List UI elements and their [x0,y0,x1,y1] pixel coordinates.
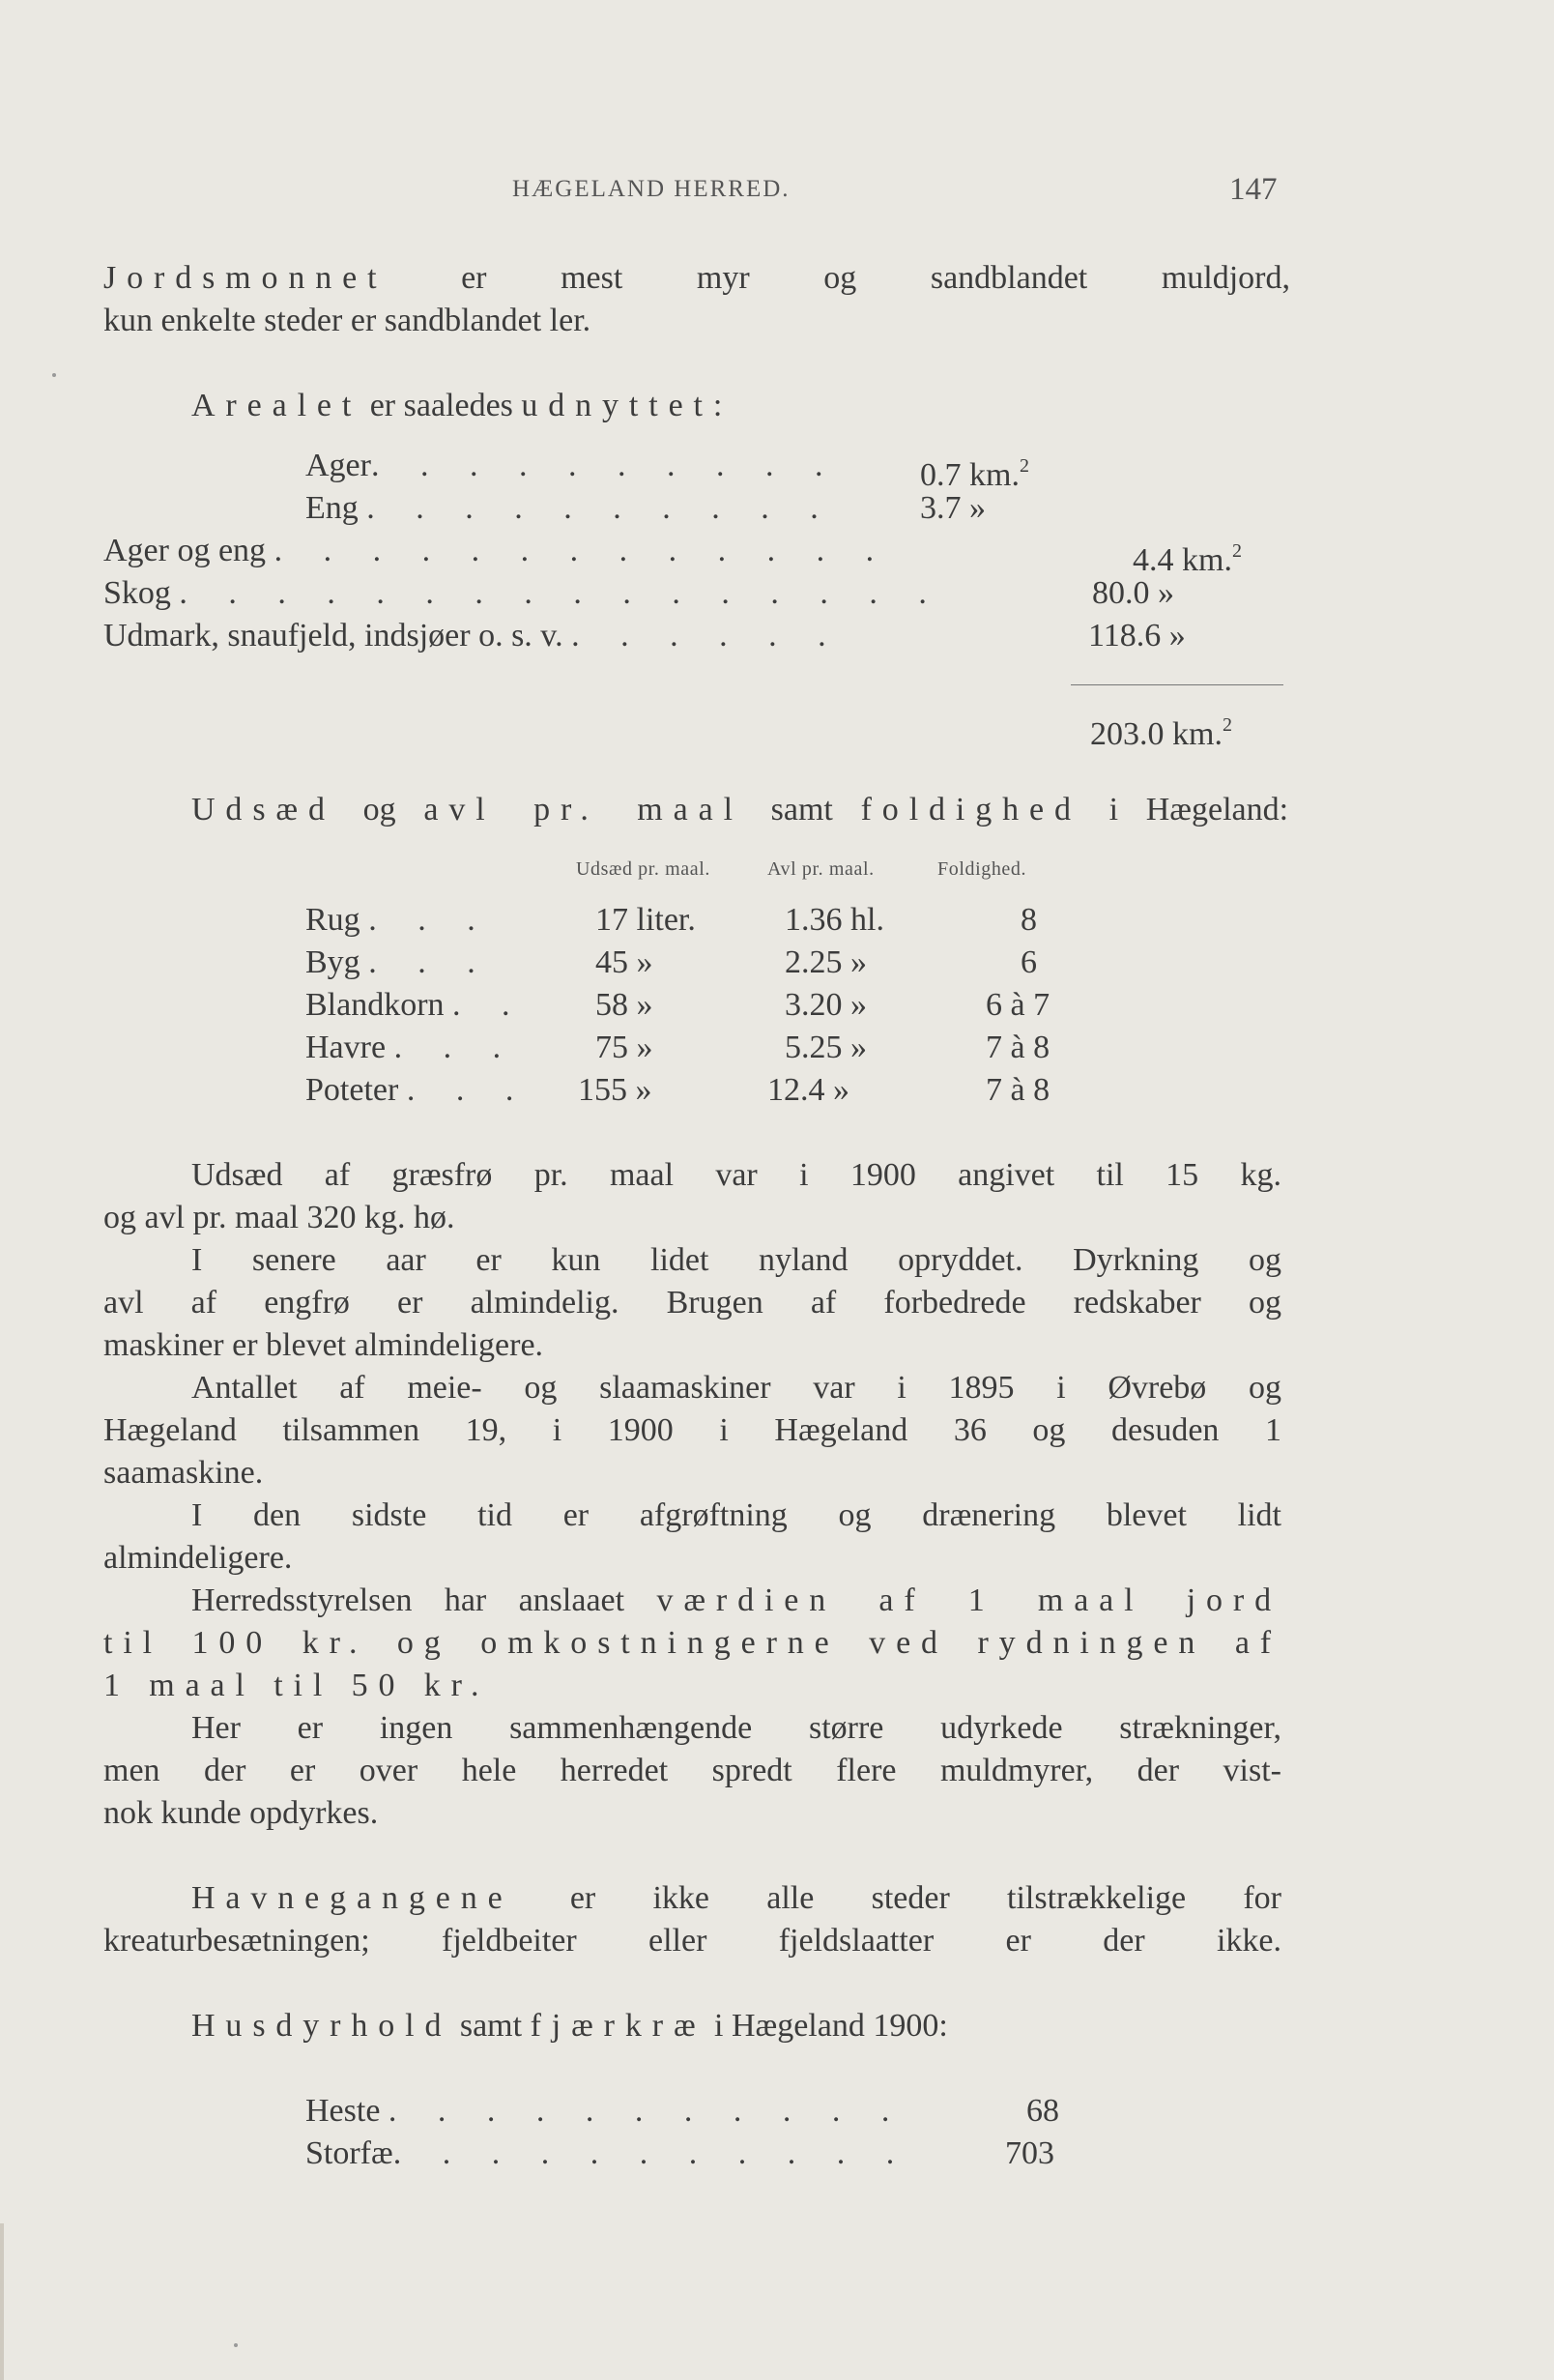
intro-spaced-term: Jordsmonnet [103,260,388,296]
area-label: Udmark, snaufjeld, indsjøer o. s. v. [103,618,563,653]
page-number: 147 [1229,172,1278,207]
crop-row-name: Byg . . . [305,944,492,980]
p5-text: Herredsstyrelsen har anslaaet [191,1582,625,1618]
area-value: 3.7 » [920,490,986,526]
p5-spaced-text: værdien af 1 maal jord [656,1582,1282,1618]
crop-row-fold: 7 à 8 [986,1072,1050,1108]
area-row-ager-og-eng [103,530,890,572]
p6-line-3: nok kunde opdyrkes. [103,1795,379,1831]
leader-dots: . . . . . . [571,618,843,653]
area-value: 118.6 » [1088,618,1186,653]
leader-dots: . . . . . . . . . . . . . . . . [179,575,943,611]
area-total [1090,704,1232,756]
scan-speck [234,2343,238,2347]
leader-dots: . . . . . . . . . . . [388,2093,906,2129]
crop-row-fold: 8 [1021,902,1037,938]
area-row-skog [103,572,943,615]
p5-line-2: til 100 kr. og omkostningerne ved rydningen af [103,1625,1281,1661]
crop-row-seed: 17 liter. [595,902,696,938]
crop-row-yield: 2.25 » [785,944,867,980]
col-header-fold: Foldighed. [937,858,1027,880]
area-label: Ager [305,448,371,483]
area-value-eng [920,487,986,530]
crop-row-name: Rug . . . [305,902,492,938]
livestock-heading [191,2005,948,2047]
pasture-line-2: kreaturbesætningen; fjeldbeiter eller fjeldslaatter er der ikke. [103,1923,1281,1959]
crop-row-fold: 6 [1021,944,1037,980]
p2-line-3: maskiner er blevet almindeligere. [103,1327,544,1363]
area-value: 0.7 km. [920,457,1020,493]
running-title: HÆGELAND HERRED. [512,176,791,202]
intro-line-2: kun enkelte steder er sandblandet ler. [103,303,591,338]
crop-heading-word-2: samt [770,792,833,827]
p3-line-2: Hægeland tilsammen 19, i 1900 i Hægeland 36 og desuden 1 [103,1412,1281,1448]
p2-line-1: I senere aar er kun lidet nyland opryddet. Dyrkning og [191,1242,1281,1278]
crop-row-seed: 45 » [595,944,653,980]
p3-line-1: Antallet af meie- og slaamaskiner var i 1895 i Øvrebø og [191,1370,1281,1406]
crop-row-seed: 155 » [578,1072,652,1108]
area-heading-term: Arealet [191,388,362,423]
leader-dots: . . . . . . . . . . . . . [273,533,891,568]
crop-row-fold: 7 à 8 [986,1030,1050,1065]
crop-row-yield: 12.4 » [767,1072,849,1108]
area-row-udmark [103,615,843,657]
livestock-row-heste [305,2090,906,2133]
leader-dots: . . . . . . . . . . [370,448,840,483]
p4-line-1: I den sidste tid er afgrøftning og drænering blevet lidt [191,1497,1281,1533]
area-value-skog [1092,572,1174,615]
p2-line-2: avl af engfrø er almindelig. Brugen af forbedrede redskaber og [103,1285,1281,1321]
area-heading [191,385,733,427]
livestock-label: Heste [305,2093,381,2129]
crop-row-name: Havre . . . [305,1030,518,1065]
pasture-line-1 [191,1877,1281,1920]
area-label: Skog [103,575,171,611]
p5-line-3: 1 maal til 50 kr. [103,1668,490,1703]
area-value: 4.4 km. [1133,542,1232,578]
sum-rule [1071,684,1283,685]
crop-row-name: Poteter . . . [305,1072,531,1108]
crop-heading-term-2: avl pr. maal [423,792,743,827]
area-row-eng [305,487,835,530]
scan-speck [52,373,56,377]
p6-line-1: Her er ingen sammenhængende større udyrkede strækninger, [191,1710,1281,1746]
pasture-line-1-text: er ikke alle steder tilstrækkelige for [569,1880,1281,1916]
livestock-heading-term-2: fjærkræ [530,2008,706,2044]
crop-row-fold: 6 à 7 [986,987,1050,1023]
p5-line-1 [191,1580,1281,1622]
crop-heading-word: og [362,792,396,827]
p1-line-2: og avl pr. maal 320 kg. hø. [103,1200,455,1235]
col-header-seed: Udsæd pr. maal. [576,858,710,880]
livestock-label: Storfæ [305,2135,393,2171]
crop-heading-place: i Hægeland: [1108,792,1289,827]
crop-heading [191,789,1288,831]
crop-row-yield: 5.25 » [785,1030,867,1065]
superscript: 2 [1222,714,1232,736]
area-total-value: 203.0 km. [1090,716,1223,752]
p1-line-1: Udsæd af græsfrø pr. maal var i 1900 angivet til 15 kg. [191,1157,1281,1193]
livestock-heading-term: Husdyrhold [191,2008,452,2044]
p6-line-2: men der er over hele herredet spredt flere muldmyrer, der vist- [103,1753,1281,1788]
area-label: Ager og eng [103,533,267,568]
p3-line-3: saamaskine. [103,1455,264,1491]
area-label: Eng [305,490,359,526]
crop-row-yield: 3.20 » [785,987,867,1023]
superscript: 2 [1231,540,1242,562]
leader-dots: . . . . . . . . . . . [392,2135,911,2171]
livestock-value-heste: 68 [1026,2093,1059,2129]
livestock-heading-word: samt [459,2008,523,2044]
crop-heading-term: Udsæd [191,792,335,827]
area-value-udmark [1088,615,1186,657]
scan-edge-shadow [0,2223,4,2380]
intro-line-1 [103,257,1290,300]
pasture-spaced-term: Havnegangene [191,1880,513,1916]
livestock-heading-place: i Hægeland 1900: [714,2008,948,2044]
crop-heading-term-3: foldighed [860,792,1081,827]
intro-line-1-text: er mest myr og sandblandet muldjord, [461,260,1290,296]
col-header-yield: Avl pr. maal. [767,858,875,880]
area-heading-term-2: udnyttet: [521,388,734,423]
crop-row-name: Blandkorn . . [305,987,527,1023]
crop-row-seed: 75 » [595,1030,653,1065]
area-value: 80.0 » [1092,575,1174,611]
p4-line-2: almindeligere. [103,1540,293,1576]
area-heading-mid: er saaledes [369,388,513,423]
leader-dots: . . . . . . . . . . [366,490,835,526]
livestock-row-storfae [305,2133,910,2175]
livestock-value-storfae: 703 [1005,2135,1054,2171]
crop-row-yield: 1.36 hl. [785,902,884,938]
superscript: 2 [1019,455,1029,477]
crop-row-seed: 58 » [595,987,653,1023]
